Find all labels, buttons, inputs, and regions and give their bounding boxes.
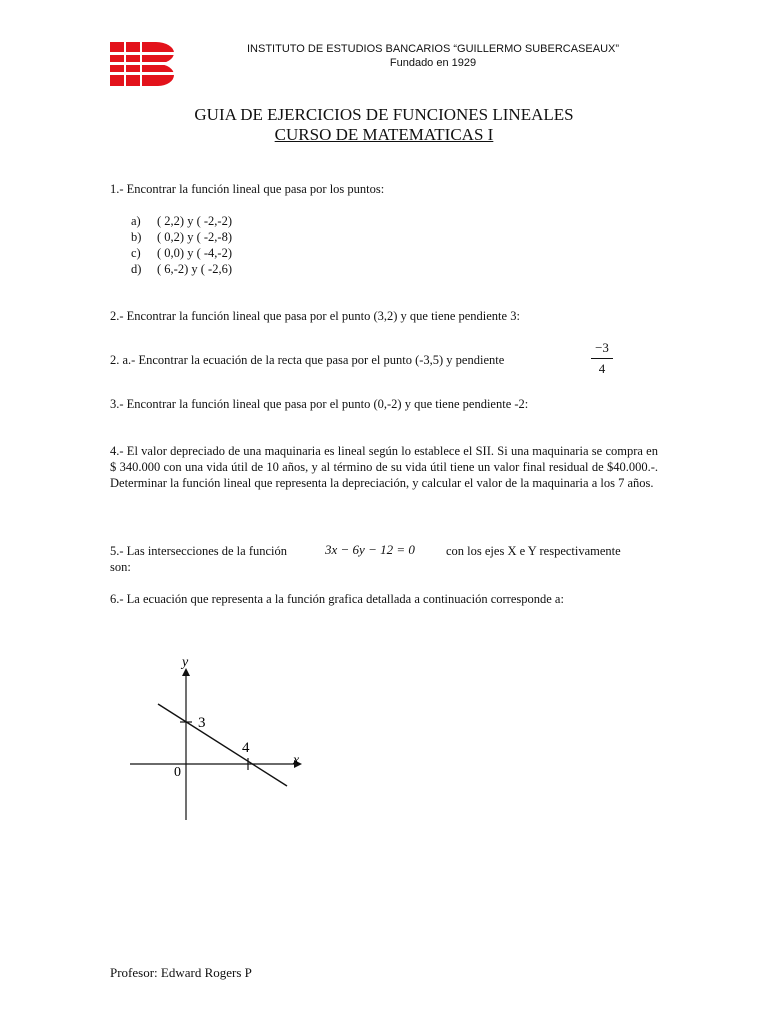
item-label: b) [131,230,142,244]
list-item [131,229,232,245]
exercise-4: 4.- El valor depreciado de una maquinaria es lineal según lo establece el SII. Si una maquinaria se compra en $ 340.000 con una vida útil de 10 años, y al término de su vida útil tiene un valor final residual de $40.000.-. Determinar la función lineal que representa la depreciación, y calcular el valor de la maquinaria a los 7 años. [110,444,658,490]
list-item [131,213,232,229]
item-text: ( 0,2) y ( -2,-8) [157,230,232,244]
document-title: GUIA DE EJERCICIOS DE FUNCIONES LINEALES [194,105,574,124]
exercise-1-list [131,213,232,277]
slope-fraction [591,340,613,377]
exercise-5-end: son: [110,560,131,574]
item-text: ( 2,2) y ( -2,-2) [157,214,232,228]
institution-name: INSTITUTO DE ESTUDIOS BANCARIOS “GUILLERMO SUBERCASEAUX” [246,43,620,55]
exercise-2a: 2. a.- Encontrar la ecuación de la recta que pasa por el punto (-3,5) y pendiente [110,353,505,367]
exercise-5-rest: con los ejes X e Y respectivamente [446,544,621,558]
founded-line: Fundado en 1929 [389,57,477,69]
course-title: CURSO DE MATEMATICAS I [274,125,494,144]
exercise-3: 3.- Encontrar la función lineal que pasa por el punto (0,-2) y que tiene pendiente -2: [110,397,529,411]
item-label: a) [131,214,141,228]
x-intercept-label: 4 [242,740,250,756]
exercise-2: 2.- Encontrar la función lineal que pasa por el punto (3,2) y que tiene pendiente 3: [110,309,520,323]
institution-header [200,42,666,70]
item-label: d) [131,262,142,276]
item-label: c) [131,246,141,260]
exercise-1: 1.- Encontrar la función lineal que pasa por los puntos: [110,182,385,196]
professor-footer: Profesor: Edward Rogers P [110,965,252,980]
fraction-denominator: 4 [598,361,606,376]
y-intercept-label: 3 [198,715,206,731]
item-text: ( 6,-2) y ( -2,6) [157,262,232,276]
origin-label: 0 [174,765,181,780]
list-item [131,245,232,261]
line-graph [120,648,320,828]
fraction-numerator: −3 [595,340,609,355]
institution-logo [110,42,174,86]
x-axis-label: x [293,753,300,768]
exercise-5-equation: 3x − 6y − 12 = 0 [325,542,415,557]
y-axis-label: y [182,655,189,670]
exercise-5-intro: 5.- Las intersecciones de la función [110,544,288,558]
item-text: ( 0,0) y ( -4,-2) [157,246,232,260]
list-item [131,261,232,277]
exercise-6: 6.- La ecuación que representa a la función grafica detallada a continuación corresponde a: [110,592,564,606]
fraction-bar [591,358,613,359]
